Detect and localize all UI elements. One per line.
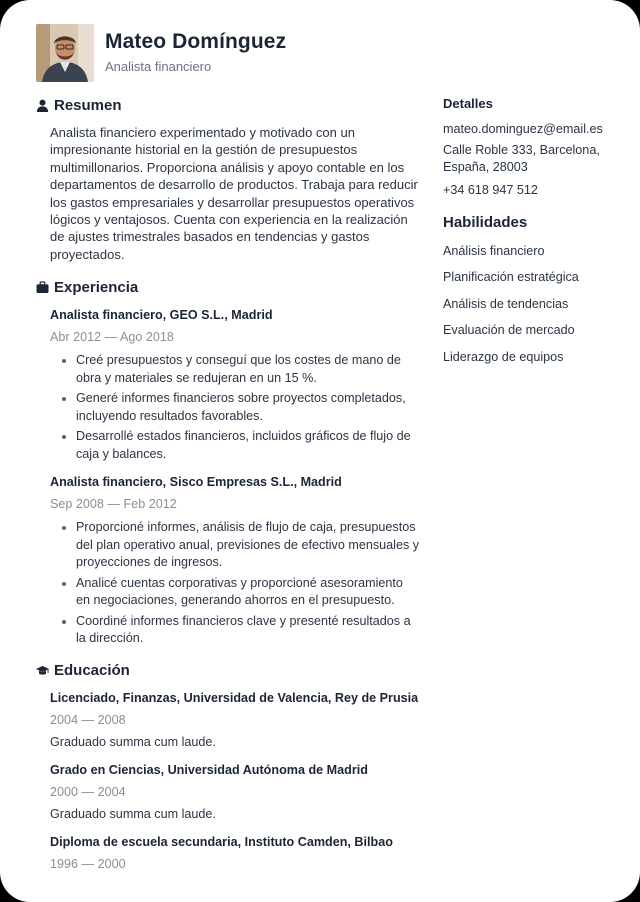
job-title: Analista financiero, GEO S.L., Madrid xyxy=(50,308,273,323)
job-bullets xyxy=(50,352,420,463)
job-dates: Abr 2012 — Ago 2018 xyxy=(50,330,174,345)
education-entry xyxy=(36,761,420,823)
education-note: Graduado summa cum laude. xyxy=(50,734,216,749)
job-bullets xyxy=(50,519,420,648)
skill-item: Planificación estratégica xyxy=(443,270,579,284)
list-item: • Proporcioné informes, análisis de flujo de caja, presupuestos del plan operativo anual, previsiones de efectivo mensuales y proyecciones de ingresos. xyxy=(76,519,420,572)
education-heading xyxy=(36,661,420,681)
job-entry xyxy=(36,473,420,648)
job-dates: Sep 2008 — Feb 2012 xyxy=(50,497,177,512)
education-degree: Diploma de escuela secundaria, Instituto Camden, Bilbao xyxy=(50,834,393,849)
email-text: mateo.dominguez@email.es xyxy=(443,122,603,136)
skill-item: Análisis financiero xyxy=(443,243,545,258)
skill-item: Liderazgo de equipos xyxy=(443,349,564,364)
graduation-cap-icon xyxy=(36,664,49,677)
details-title: Detalles xyxy=(443,96,493,111)
skill-item: Evaluación de mercado xyxy=(443,323,575,337)
skills-title: Habilidades xyxy=(443,214,528,231)
experience-title: Experiencia xyxy=(54,278,139,296)
education-dates: 2004 — 2008 xyxy=(50,712,126,727)
job-entry xyxy=(36,306,420,463)
list-item: • Generé informes financieros sobre proyectos completados, incluyendo resultados favorables. xyxy=(76,390,420,425)
summary-heading xyxy=(36,95,420,115)
avatar xyxy=(36,24,94,82)
candidate-role: Analista financiero xyxy=(105,59,212,74)
address-line-1: Calle Roble 333, Barcelona, xyxy=(443,142,600,157)
candidate-name: Mateo Domínguez xyxy=(105,30,287,53)
phone-text: +34 618 947 512 xyxy=(443,182,538,197)
summary-title: Resumen xyxy=(54,96,122,114)
person-icon xyxy=(36,99,49,112)
sidebar-column xyxy=(443,95,623,366)
list-item: • Desarrollé estados financieros, incluidos gráficos de flujo de caja y balances. xyxy=(76,428,420,463)
education-degree: Licenciado, Finanzas, Universidad de Valencia, Rey de Prusia xyxy=(50,690,419,705)
education-entry xyxy=(36,833,420,873)
list-item: • Creé presupuestos y conseguí que los costes de mano de obra y materiales se redujeran en un 15 %. xyxy=(76,352,420,387)
main-column xyxy=(36,95,420,873)
skill-item: Análisis de tendencias xyxy=(443,296,569,311)
education-degree: Grado en Ciencias, Universidad Autónoma de Madrid xyxy=(50,762,368,777)
education-entry xyxy=(36,689,420,751)
education-dates: 1996 — 2000 xyxy=(50,856,126,871)
list-item: • Analicé cuentas corporativas y proporcioné asesoramiento en negociaciones, generando ahorros en el presupuesto. xyxy=(76,575,420,610)
briefcase-icon xyxy=(36,281,49,294)
summary-text: Analista financiero experimentado y motivado con un impresionante historial en la gestión de presupuestos multimillonarios. Proporciona análisis y apoyo contable en los departamentos de desarrollo de productos. Trabaja para reducir los gastos empresariales y desarrollar presupuestos operativos lógicos y ventajosos. Cuenta con experiencia en la realización de ajustes trimestrales basados en tendencias y gastos proyectados. xyxy=(50,125,418,262)
education-dates: 2000 — 2004 xyxy=(50,784,126,799)
job-title: Analista financiero, Sisco Empresas S.L., Madrid xyxy=(50,475,342,490)
education-note: Graduado summa cum laude. xyxy=(50,806,216,821)
experience-heading xyxy=(36,277,420,297)
education-title: Educación xyxy=(54,662,130,680)
address-line-2: España, 28003 xyxy=(443,160,528,174)
list-item: • Coordiné informes financieros clave y presenté resultados a la dirección. xyxy=(76,613,420,648)
